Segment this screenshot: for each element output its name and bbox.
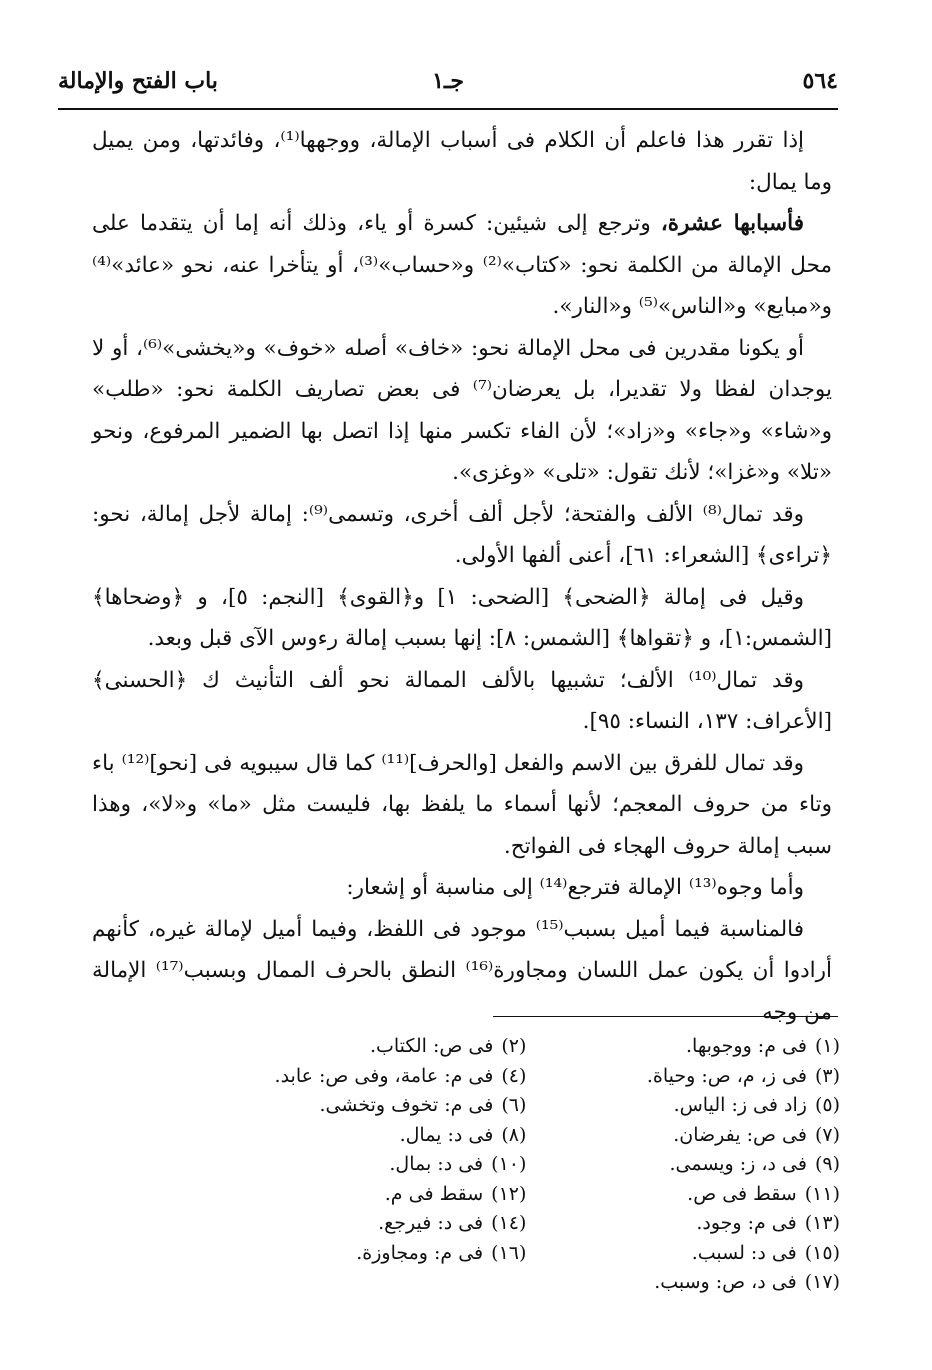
footnote [526, 1180, 840, 1210]
footnote-rule [493, 1016, 838, 1017]
paragraph [92, 328, 832, 494]
running-header [58, 64, 838, 104]
footnote-text: فى د: يمال. [399, 1123, 494, 1146]
footnote [526, 1150, 840, 1180]
paragraph [92, 577, 832, 660]
footnote-text: سقط فى ص. [687, 1182, 797, 1205]
footnote-text: فى د: لسبب. [691, 1241, 797, 1264]
paragraph [92, 203, 832, 328]
footnote [213, 1121, 527, 1151]
paragraph [92, 660, 832, 743]
footnote [213, 1032, 527, 1062]
footnote-text: فى د: بمال. [389, 1153, 484, 1175]
footnote-number: (١٠) [491, 1153, 527, 1175]
footnote-number: (٢) [501, 1035, 527, 1057]
header-rule [58, 108, 838, 110]
footnote-text: فى م: ووجوبها. [685, 1035, 807, 1057]
footnote-text: فى ص: الكتاب. [369, 1035, 494, 1057]
paragraph-text: أو يكونا مقدرين فى محل الإمالة نحو: «خاف» أصله «خوف» و«يخشى»⁽⁶⁾، أو لا يوجدان لفظا ولا تقديرا، بل يعرضان⁽⁷⁾ فى بعض تصاريف الكلمة نحو: «طلب» و«شاء» و«جاء» و«زاد»؛ لأن الفاء تكسر منها إذا اتصل بها الضمير المرفوع، ونحو «تلا» و«غزا»؛ لأنك تقول: «تلى» «وغزى». [92, 335, 832, 485]
footnote [213, 1239, 527, 1269]
footnote-text: فى ص: يفرضان. [673, 1123, 807, 1146]
footnote-number: (٨) [501, 1123, 527, 1146]
paragraph [92, 743, 832, 868]
paragraph-text: وأما وجوه⁽¹³⁾ الإمالة فترجع⁽¹⁴⁾ إلى مناسبة أو إشعار: [346, 875, 804, 900]
paragraph-lead: فأسبابها عشرة، [660, 211, 804, 236]
paragraph [92, 909, 832, 1034]
main-text [92, 120, 832, 1033]
footnote [213, 1209, 527, 1239]
paragraph-text: وترجع إلى شيئين: كسرة أو ياء، وذلك أنه إما أن يتقدما على محل الإمالة من الكلمة نحو: «كتاب»⁽²⁾ و«حساب»⁽³⁾، أو يتأخرا عنه، نحو «عائد»⁽⁴⁾ و«مبايع» و«الناس»⁽⁵⁾ و«النار». [92, 211, 832, 319]
paragraph-text: وقد تمال للفرق بين الاسم والفعل [والحرف]⁽¹¹⁾ كما قال سيبويه فى [نحو]⁽¹²⁾ باء وتاء من حروف المعجم؛ لأنها أسماء ما يلفظ بها، فليست مثل «ما» و«لا»، وهذا سبب إمالة حروف الهجاء فى الفواتح. [92, 750, 832, 859]
footnote-text: فى د، ص: وسبب. [654, 1271, 797, 1293]
page-number: ٥٦٤ [802, 68, 838, 94]
paragraph [92, 120, 832, 203]
footnote-number: (٤) [501, 1064, 527, 1087]
footnote [526, 1091, 840, 1121]
footnote [213, 1150, 527, 1180]
footnote-number: (٧) [814, 1123, 840, 1146]
footnote-text: سقط فى م. [384, 1182, 484, 1205]
footnote-text: فى ز، م، ص: وحياة. [646, 1064, 807, 1087]
footnote-text: فى م: وجود. [696, 1212, 797, 1234]
footnote-number: (٩) [814, 1153, 840, 1175]
paragraph-text: فالمناسبة فيما أميل بسبب⁽¹⁵⁾ موجود فى اللفظ، وفيما أميل لإمالة غيره، كأنهم أرادوا أن يكون عمل اللسان ومجاورة⁽¹⁶⁾ النطق بالحرف الممال وبسبب⁽¹⁷⁾ الإمالة من وجه [92, 916, 833, 1025]
paragraph-text: وقد تمال⁽¹⁰⁾ الألف؛ تشبيها بالألف الممالة نحو ألف التأنيث ك ﴿الحسنى﴾ [الأعراف: ١٣٧، النساء: ٩٥]. [92, 667, 832, 734]
footnote-number: (١١) [804, 1182, 840, 1205]
footnote-text: فى د: فيرجع. [378, 1212, 484, 1234]
paragraph [92, 494, 832, 577]
paragraph-text: وقيل فى إمالة ﴿الضحى﴾ [الضحى: ١] و﴿القوى﴾ [النجم: ٥]، و ﴿وضحاها﴾ [الشمس:١]، و ﴿تقواها﴾ [الشمس: ٨]: إنها بسبب إمالة رءوس الآى قبل وبعد. [92, 584, 832, 651]
footnote-number: (٥) [814, 1094, 840, 1116]
footnote-number: (١٦) [491, 1241, 527, 1264]
paragraph-text: وقد تمال⁽⁸⁾ الألف والفتحة؛ لأجل ألف أخرى، وتسمى⁽⁹⁾: إمالة لأجل إمالة، نحو: ﴿تراءى﴾ [الشعراء: ٦١]، أعنى ألفها الأولى. [92, 501, 832, 568]
footnote-number: (٦) [501, 1094, 527, 1116]
chapter-title: باب الفتح والإمالة [58, 68, 218, 94]
footnote-number: (١٧) [804, 1271, 840, 1293]
footnote [213, 1062, 527, 1092]
footnote [526, 1268, 840, 1298]
footnote-number: (١٥) [804, 1241, 840, 1264]
footnote [526, 1032, 840, 1062]
footnote-text: فى م: تخوف وتخشى. [319, 1094, 494, 1116]
footnotes [200, 1032, 840, 1298]
paragraph [92, 867, 832, 909]
footnote [213, 1180, 527, 1210]
volume-label: جـ١ [432, 68, 464, 94]
footnote [526, 1062, 840, 1092]
footnote-number: (١٤) [491, 1212, 527, 1234]
footnote-number: (٣) [814, 1064, 840, 1087]
footnote-list [200, 1032, 840, 1298]
footnote-number: (١٣) [804, 1212, 840, 1234]
footnote-number: (١٢) [491, 1182, 527, 1205]
footnote-text: فى م: عامة، وفى ص: عابد. [274, 1064, 494, 1087]
footnote-number: (١) [814, 1035, 840, 1057]
paragraph-text: إذا تقرر هذا فاعلم أن الكلام فى أسباب الإمالة، ووجهها⁽¹⁾، وفائدتها، ومن يميل وما يمال: [92, 128, 832, 195]
footnote [526, 1209, 840, 1239]
footnote-text: فى م: ومجاوزة. [356, 1241, 484, 1264]
footnote-text: فى د، ز: ويسمى. [669, 1153, 807, 1175]
footnote-text: زاد فى ز: الياس. [673, 1094, 807, 1116]
footnote [526, 1239, 840, 1269]
footnote [213, 1091, 527, 1121]
footnote [526, 1121, 840, 1151]
